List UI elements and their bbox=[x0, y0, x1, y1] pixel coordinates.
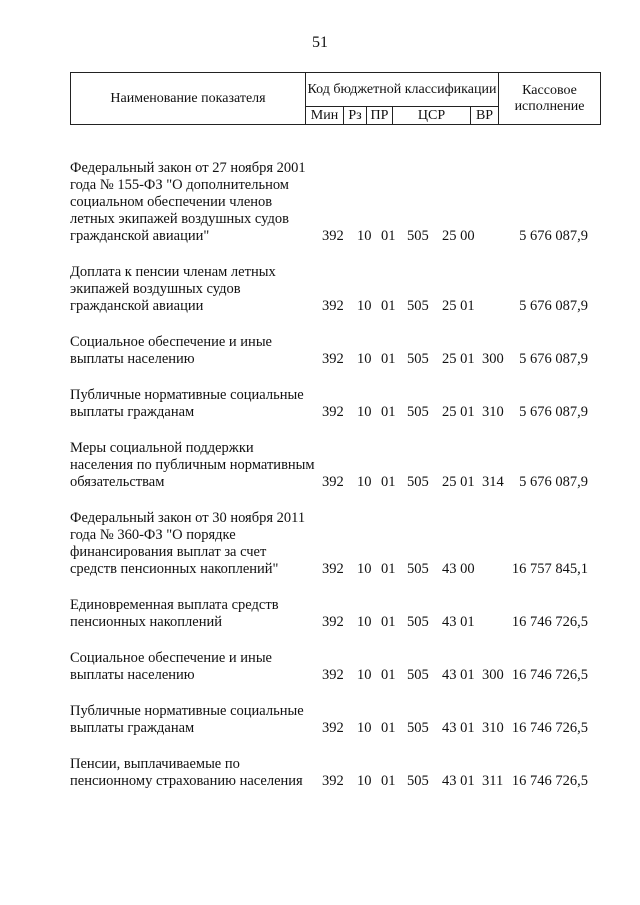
code-csr-suffix: 43 01 bbox=[442, 720, 475, 736]
code-csr-prefix: 505 bbox=[407, 561, 429, 577]
code-csr-prefix: 505 bbox=[407, 667, 429, 683]
row-amount: 16 746 726,5 bbox=[511, 773, 588, 789]
code-pr: 01 bbox=[381, 614, 396, 630]
table-row bbox=[70, 597, 600, 631]
code-min: 392 bbox=[322, 298, 344, 314]
code-csr-prefix: 505 bbox=[407, 773, 429, 789]
code-vr: 311 bbox=[482, 773, 504, 789]
row-amount: 16 757 845,1 bbox=[511, 561, 588, 577]
table-row bbox=[70, 160, 600, 245]
code-min: 392 bbox=[322, 351, 344, 367]
code-csr-prefix: 505 bbox=[407, 298, 429, 314]
code-csr-prefix: 505 bbox=[407, 228, 429, 244]
row-name: Доплата к пенсии членам летных экипажей воздушных судов гражданской авиации bbox=[70, 264, 276, 314]
code-csr-suffix: 43 00 bbox=[442, 561, 475, 577]
row-amount: 5 676 087,9 bbox=[519, 351, 588, 367]
table-header bbox=[70, 72, 601, 125]
code-vr: 310 bbox=[482, 720, 504, 736]
code-rz: 10 bbox=[357, 228, 372, 244]
row-amount: 5 676 087,9 bbox=[519, 228, 588, 244]
code-rz: 10 bbox=[357, 614, 372, 630]
code-rz: 10 bbox=[357, 720, 372, 736]
code-pr: 01 bbox=[381, 351, 396, 367]
code-rz: 10 bbox=[357, 773, 372, 789]
code-pr: 01 bbox=[381, 228, 396, 244]
code-pr: 01 bbox=[381, 298, 396, 314]
code-vr: 300 bbox=[482, 667, 504, 683]
code-csr-prefix: 505 bbox=[407, 614, 429, 630]
table-row bbox=[70, 703, 600, 737]
page-number: 51 bbox=[312, 34, 328, 51]
code-min: 392 bbox=[322, 720, 344, 736]
code-csr-suffix: 25 01 bbox=[442, 404, 475, 420]
code-rz: 10 bbox=[357, 474, 372, 490]
code-min: 392 bbox=[322, 667, 344, 683]
code-pr: 01 bbox=[381, 773, 396, 789]
code-pr: 01 bbox=[381, 720, 396, 736]
code-csr-suffix: 43 01 bbox=[442, 614, 475, 630]
code-vr: 314 bbox=[482, 474, 504, 490]
row-codes bbox=[322, 773, 516, 790]
code-csr-suffix: 25 00 bbox=[442, 228, 475, 244]
code-rz: 10 bbox=[357, 404, 372, 420]
code-min: 392 bbox=[322, 228, 344, 244]
row-codes bbox=[322, 404, 516, 421]
row-amount: 5 676 087,9 bbox=[519, 474, 588, 490]
code-min: 392 bbox=[322, 404, 344, 420]
row-amount: 5 676 087,9 bbox=[519, 298, 588, 314]
table-row bbox=[70, 756, 600, 790]
code-rz: 10 bbox=[357, 667, 372, 683]
code-pr: 01 bbox=[381, 561, 396, 577]
code-rz: 10 bbox=[357, 351, 372, 367]
row-amount: 16 746 726,5 bbox=[511, 667, 588, 683]
code-pr: 01 bbox=[381, 404, 396, 420]
header-code-group: Код бюджетной классификации bbox=[306, 73, 499, 107]
table-row bbox=[70, 264, 600, 315]
code-csr-prefix: 505 bbox=[407, 720, 429, 736]
row-codes bbox=[322, 667, 516, 684]
row-name: Публичные нормативные социальные выплаты гражданам bbox=[70, 703, 304, 736]
code-min: 392 bbox=[322, 561, 344, 577]
code-csr-suffix: 43 01 bbox=[442, 773, 475, 789]
code-csr-prefix: 505 bbox=[407, 404, 429, 420]
row-codes bbox=[322, 561, 516, 578]
code-min: 392 bbox=[322, 614, 344, 630]
code-rz: 10 bbox=[357, 561, 372, 577]
code-pr: 01 bbox=[381, 667, 396, 683]
code-rz: 10 bbox=[357, 298, 372, 314]
table-row bbox=[70, 334, 600, 368]
header-amount-col: Кассовое исполнение bbox=[499, 73, 601, 125]
code-min: 392 bbox=[322, 773, 344, 789]
row-name: Федеральный закон от 27 ноября 2001 года № 155-ФЗ "О дополнительном социальном обеспечении членов летных экипажей воздушных судов гражданской авиации" bbox=[70, 160, 306, 244]
table-body bbox=[70, 160, 600, 809]
row-name: Меры социальной поддержки населения по публичным нормативным обязательствам bbox=[70, 440, 315, 490]
header-csr-col: ЦСР bbox=[393, 107, 471, 125]
code-csr-prefix: 505 bbox=[407, 351, 429, 367]
code-csr-prefix: 505 bbox=[407, 474, 429, 490]
row-name: Единовременная выплата средств пенсионных накоплений bbox=[70, 597, 279, 630]
row-codes bbox=[322, 228, 516, 245]
table-row bbox=[70, 387, 600, 421]
code-csr-suffix: 43 01 bbox=[442, 667, 475, 683]
row-amount: 5 676 087,9 bbox=[519, 404, 588, 420]
code-csr-suffix: 25 01 bbox=[442, 351, 475, 367]
code-min: 392 bbox=[322, 474, 344, 490]
code-pr: 01 bbox=[381, 474, 396, 490]
code-csr-suffix: 25 01 bbox=[442, 474, 475, 490]
table-row bbox=[70, 440, 600, 491]
header-vr-col: ВР bbox=[471, 107, 499, 125]
code-vr: 300 bbox=[482, 351, 504, 367]
row-amount: 16 746 726,5 bbox=[511, 720, 588, 736]
row-name: Публичные нормативные социальные выплаты гражданам bbox=[70, 387, 304, 420]
row-name: Социальное обеспечение и иные выплаты населению bbox=[70, 650, 272, 683]
header-pr-col: ПР bbox=[367, 107, 393, 125]
code-vr: 310 bbox=[482, 404, 504, 420]
row-name: Социальное обеспечение и иные выплаты населению bbox=[70, 334, 272, 367]
table-row bbox=[70, 650, 600, 684]
row-codes bbox=[322, 614, 516, 631]
row-codes bbox=[322, 474, 516, 491]
header-name-col: Наименование показателя bbox=[71, 73, 306, 125]
row-codes bbox=[322, 720, 516, 737]
header-rz-col: Рз bbox=[344, 107, 367, 125]
header-min-col: Мин bbox=[306, 107, 344, 125]
code-csr-suffix: 25 01 bbox=[442, 298, 475, 314]
row-codes bbox=[322, 298, 516, 315]
row-amount: 16 746 726,5 bbox=[511, 614, 588, 630]
row-name: Федеральный закон от 30 ноября 2011 года № 360-ФЗ "О порядке финансирования выплат за счет средств пенсионных накоплений" bbox=[70, 510, 306, 577]
table-row bbox=[70, 510, 600, 578]
row-codes bbox=[322, 351, 516, 368]
row-name: Пенсии, выплачиваемые по пенсионному страхованию населения bbox=[70, 756, 303, 789]
